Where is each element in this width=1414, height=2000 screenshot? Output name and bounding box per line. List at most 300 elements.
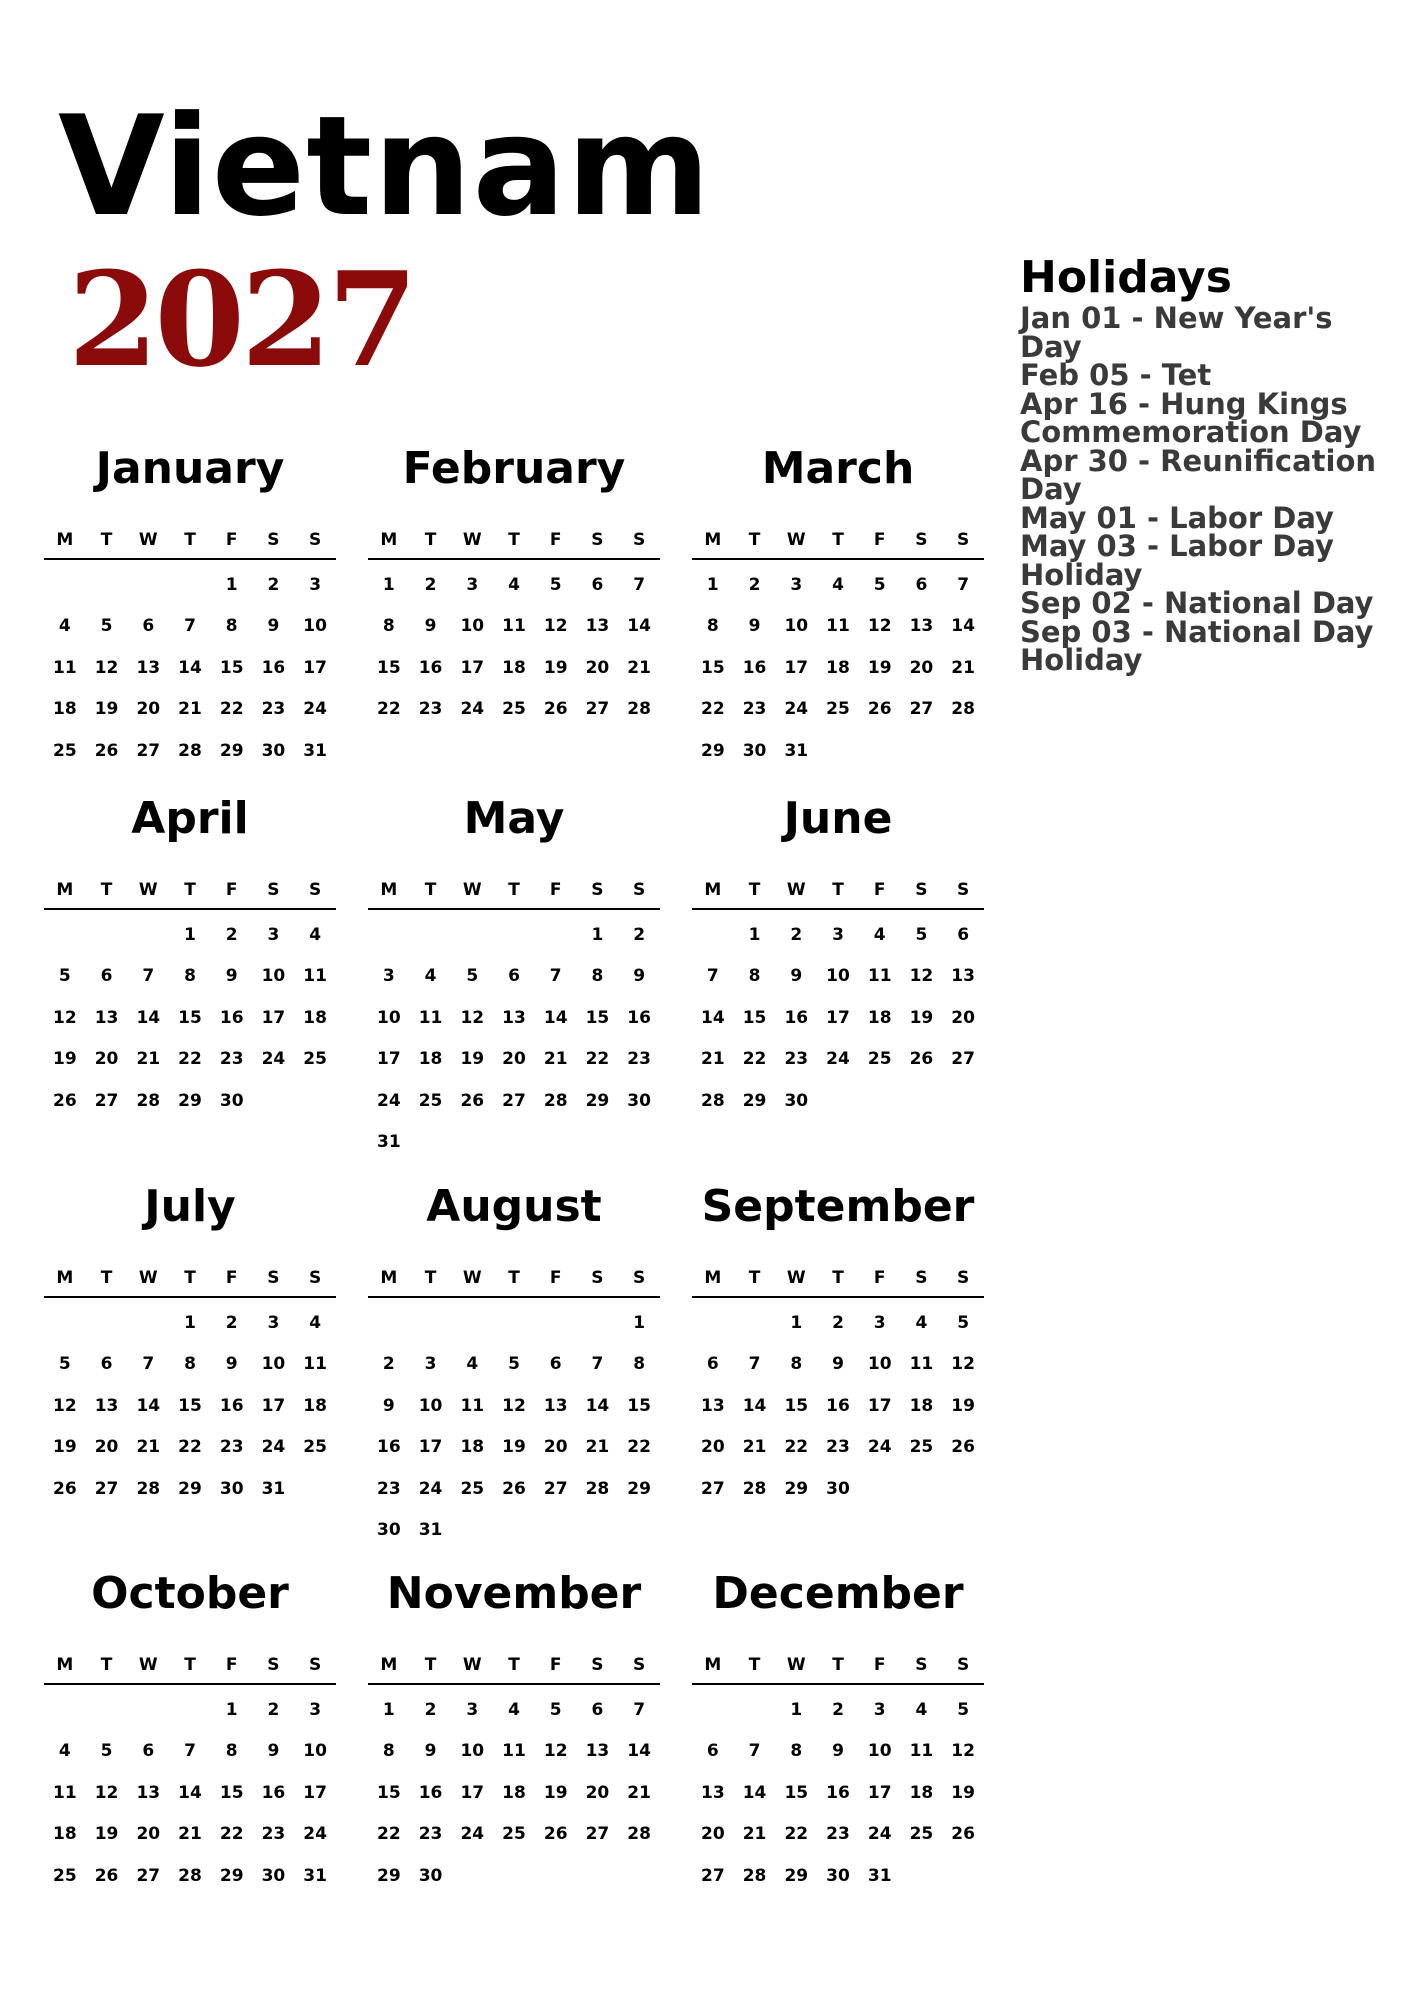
day-cell: 5 [58,966,71,987]
holiday-item: Apr 30 - Reunification Day [1020,443,1377,506]
month-name: February [402,443,626,494]
day-cell: 1 [225,1699,238,1720]
day-cell: 10 [377,1007,401,1028]
day-cell: 13 [502,1007,526,1028]
month-name: May [463,793,565,844]
day-cell: 5 [508,1354,520,1375]
day-cell: 27 [951,1049,975,1070]
day-cell: 8 [382,1741,395,1762]
day-cell: 16 [627,1007,651,1028]
day-cell: 6 [549,1354,562,1375]
weekday-label: W [462,530,482,550]
day-cell: 30 [219,1478,244,1499]
day-cell: 9 [382,1395,395,1416]
day-cell: 27 [543,1478,568,1499]
day-cell: 9 [225,1354,238,1375]
page-title: Vietnam [58,86,712,247]
day-cell: 14 [178,657,202,678]
day-cell: 17 [826,1007,850,1028]
day-cell: 8 [184,966,196,987]
day-cell: 1 [790,1699,803,1720]
day-cell: 14 [543,1007,568,1028]
day-cell: 21 [178,1824,202,1845]
day-cell: 22 [377,699,401,720]
day-cell: 29 [178,1478,202,1499]
weekday-label: F [873,530,886,550]
weekday-label: F [549,530,562,550]
holiday-item: Feb 05 - Tet [1020,358,1212,392]
day-cell: 17 [867,1782,892,1803]
day-cell: 12 [543,1741,568,1762]
day-cell: 1 [382,1699,395,1720]
day-cell: 14 [178,1782,202,1803]
day-cell: 26 [94,740,119,761]
day-cell: 27 [94,1090,119,1111]
day-cell: 8 [748,966,761,987]
day-grid [44,1302,336,1510]
day-cell: 11 [909,1741,934,1762]
day-cell: 9 [424,1741,437,1762]
day-cell: 6 [508,966,520,987]
day-cell: 26 [543,1824,568,1845]
day-cell: 10 [261,966,286,987]
day-cell: 6 [915,574,928,595]
month-name: April [131,793,249,844]
day-cell: 29 [219,740,244,761]
day-cell: 14 [136,1007,161,1028]
day-cell: 22 [701,699,725,720]
day-cell: 22 [742,1049,767,1070]
day-cell: 24 [460,1824,485,1845]
day-cell: 26 [867,699,892,720]
day-cell: 21 [136,1049,161,1070]
day-cell: 13 [585,1741,610,1762]
weekday-label: T [832,880,844,900]
weekday-label: W [138,1268,158,1288]
day-cell: 24 [261,1437,286,1458]
day-cell: 30 [377,1520,401,1541]
day-cell: 25 [502,699,526,720]
day-cell: 17 [418,1437,443,1458]
weekday-label: S [309,880,322,900]
day-cell: 1 [633,1312,646,1333]
day-cell: 20 [585,1782,610,1803]
weekday-label: T [508,880,520,900]
day-cell: 10 [303,1741,327,1762]
day-cell: 7 [591,1354,604,1375]
day-cell: 1 [748,924,761,945]
day-cell: 24 [784,699,809,720]
day-cell: 18 [460,1437,485,1458]
day-cell: 3 [873,1699,886,1720]
day-cell: 17 [303,657,327,678]
holiday-item: Sep 02 - National Day [1020,586,1374,620]
day-cell: 10 [867,1741,892,1762]
day-cell: 8 [706,616,719,637]
day-cell: 22 [178,1049,202,1070]
day-cell: 20 [94,1049,119,1070]
day-cell: 30 [784,1090,809,1111]
day-cell: 4 [915,1699,928,1720]
day-cell: 19 [94,1824,119,1845]
day-cell: 16 [826,1395,850,1416]
day-cell: 5 [466,966,479,987]
weekday-label: F [225,530,238,550]
day-cell: 3 [424,1354,437,1375]
day-cell: 3 [832,924,844,945]
day-cell: 23 [418,1824,443,1845]
day-cell: 26 [53,1090,77,1111]
day-cell: 15 [627,1395,651,1416]
weekday-label: F [549,1655,562,1675]
day-cell: 13 [701,1395,725,1416]
weekday-label: T [832,530,844,550]
weekday-label: T [508,1655,520,1675]
day-cell: 8 [591,966,604,987]
day-cell: 12 [909,966,934,987]
weekday-label: T [100,1268,113,1288]
day-cell: 24 [867,1437,892,1458]
day-grid [368,564,660,730]
day-cell: 17 [784,657,809,678]
day-cell: 19 [909,1007,934,1028]
month-march [692,440,984,772]
day-cell: 30 [826,1865,850,1886]
weekday-label: M [704,1268,722,1288]
day-cell: 26 [951,1437,975,1458]
day-cell: 6 [591,574,604,595]
day-cell: 5 [957,1312,970,1333]
weekday-header [368,1647,660,1685]
day-cell: 22 [585,1049,610,1070]
holiday-item: May 01 - Labor Day [1020,500,1334,535]
day-cell: 11 [53,1782,77,1803]
weekday-label: M [380,880,398,900]
day-cell: 14 [627,1741,651,1762]
holiday-item: Apr 16 - Hung Kings Commemoration Day [1020,386,1362,449]
day-grid [692,564,984,772]
day-cell: 16 [418,1782,443,1803]
day-cell: 30 [219,1090,244,1111]
weekday-label: S [309,1655,322,1675]
day-cell: 3 [466,574,479,595]
day-cell: 1 [225,574,238,595]
day-cell: 17 [261,1395,286,1416]
day-cell: 23 [377,1478,401,1499]
day-cell: 7 [184,616,196,637]
holiday-item: Jan 01 - New Year's Day [1020,301,1333,364]
day-cell: 2 [832,1312,844,1333]
day-cell: 14 [951,616,975,637]
day-cell: 27 [136,1865,161,1886]
day-cell: 6 [957,924,970,945]
day-cell: 14 [136,1395,161,1416]
day-cell: 18 [53,699,77,720]
day-cell: 17 [261,1007,286,1028]
day-cell: 6 [142,616,155,637]
day-cell: 10 [303,616,327,637]
day-cell: 24 [826,1049,850,1070]
day-cell: 13 [585,616,610,637]
weekday-label: W [786,530,806,550]
day-cell: 5 [549,1699,562,1720]
day-cell: 15 [742,1007,767,1028]
day-cell: 21 [627,657,651,678]
day-cell: 30 [826,1478,850,1499]
day-cell: 16 [418,657,443,678]
month-name: November [386,1568,642,1619]
day-cell: 20 [136,1824,161,1845]
weekday-label: W [138,880,158,900]
day-cell: 9 [832,1741,844,1762]
day-cell: 7 [549,966,562,987]
day-cell: 28 [136,1478,161,1499]
weekday-label: T [100,1655,113,1675]
day-cell: 4 [508,1699,520,1720]
day-cell: 10 [867,1354,892,1375]
weekday-label: F [873,1268,886,1288]
day-cell: 23 [418,699,443,720]
day-cell: 7 [142,1354,155,1375]
day-cell: 3 [267,1312,280,1333]
day-cell: 5 [957,1699,970,1720]
day-cell: 17 [867,1395,892,1416]
day-cell: 10 [460,616,485,637]
day-grid [692,1302,984,1510]
day-cell: 3 [309,1699,322,1720]
weekday-header [44,522,336,560]
day-cell: 23 [261,699,286,720]
day-cell: 31 [261,1478,286,1499]
day-cell: 26 [53,1478,77,1499]
day-cell: 27 [502,1090,526,1111]
day-cell: 9 [267,1741,280,1762]
day-cell: 30 [627,1090,651,1111]
day-cell: 26 [460,1090,485,1111]
day-cell: 8 [382,616,395,637]
weekday-label: S [309,1268,322,1288]
month-name: August [426,1181,602,1232]
day-cell: 27 [585,699,610,720]
day-cell: 23 [627,1049,651,1070]
day-cell: 23 [826,1824,850,1845]
day-cell: 28 [701,1090,725,1111]
weekday-label: T [748,1655,761,1675]
weekday-label: S [915,1268,928,1288]
day-cell: 21 [742,1437,767,1458]
day-cell: 4 [58,616,71,637]
day-cell: 5 [100,1741,113,1762]
weekday-label: F [225,880,238,900]
day-cell: 11 [53,657,77,678]
day-cell: 23 [219,1437,244,1458]
day-cell: 1 [790,1312,803,1333]
day-cell: 23 [784,1049,809,1070]
day-cell: 20 [701,1824,725,1845]
day-cell: 21 [701,1049,725,1070]
day-cell: 30 [261,740,286,761]
day-cell: 4 [309,924,322,945]
day-cell: 20 [136,699,161,720]
day-cell: 16 [261,657,286,678]
day-cell: 24 [261,1049,286,1070]
month-name: July [144,1181,236,1232]
day-cell: 6 [706,1354,719,1375]
weekday-label: M [380,1655,398,1675]
month-april [44,790,336,1122]
day-cell: 5 [58,1354,71,1375]
day-cell: 31 [418,1520,443,1541]
day-cell: 30 [261,1865,286,1886]
day-cell: 23 [826,1437,850,1458]
day-cell: 1 [184,924,196,945]
day-cell: 6 [100,966,113,987]
day-cell: 11 [826,616,850,637]
weekday-label: F [549,880,562,900]
day-cell: 15 [219,657,244,678]
day-cell: 29 [784,1865,809,1886]
day-cell: 22 [627,1437,651,1458]
day-cell: 18 [303,1395,327,1416]
weekday-label: T [748,880,761,900]
day-cell: 18 [909,1395,934,1416]
day-cell: 2 [267,574,280,595]
weekday-label: S [591,880,604,900]
day-grid [44,1689,336,1897]
day-cell: 28 [136,1090,161,1111]
day-cell: 28 [543,1090,568,1111]
day-cell: 28 [742,1478,767,1499]
weekday-label: S [957,1268,970,1288]
day-cell: 12 [502,1395,526,1416]
day-cell: 7 [633,1699,646,1720]
day-cell: 8 [225,1741,238,1762]
day-cell: 12 [867,616,892,637]
day-cell: 10 [826,966,850,987]
weekday-label: W [786,880,806,900]
day-cell: 3 [873,1312,886,1333]
weekday-label: S [309,530,322,550]
day-cell: 2 [225,1312,238,1333]
day-grid [368,1689,660,1897]
month-november [368,1565,660,1897]
day-cell: 25 [303,1049,327,1070]
day-cell: 13 [94,1007,119,1028]
day-cell: 2 [225,924,238,945]
month-june [692,790,984,1122]
day-cell: 9 [225,966,238,987]
day-cell: 25 [909,1824,934,1845]
holidays-heading: Holidays [1020,252,1232,303]
day-cell: 2 [748,574,761,595]
day-cell: 2 [790,924,803,945]
day-cell: 18 [502,1782,526,1803]
day-cell: 5 [873,574,886,595]
month-may [368,790,660,1163]
day-cell: 26 [543,699,568,720]
day-cell: 18 [826,657,850,678]
weekday-label: T [832,1268,844,1288]
day-grid [368,914,660,1163]
day-cell: 4 [508,574,520,595]
day-cell: 20 [543,1437,568,1458]
day-cell: 31 [377,1132,401,1153]
day-cell: 29 [627,1478,651,1499]
weekday-header [44,1260,336,1298]
day-cell: 29 [701,740,725,761]
day-cell: 11 [909,1354,934,1375]
day-cell: 17 [460,1782,485,1803]
day-cell: 2 [424,574,437,595]
day-cell: 29 [219,1865,244,1886]
day-cell: 9 [424,616,437,637]
weekday-label: M [380,530,398,550]
day-cell: 23 [219,1049,244,1070]
day-cell: 1 [184,1312,196,1333]
weekday-label: T [100,530,113,550]
day-cell: 30 [418,1865,443,1886]
weekday-label: T [748,530,761,550]
day-cell: 7 [142,966,155,987]
day-cell: 15 [377,1782,401,1803]
day-cell: 15 [178,1007,202,1028]
month-december [692,1565,984,1897]
day-cell: 17 [303,1782,327,1803]
day-cell: 9 [790,966,803,987]
day-cell: 18 [909,1782,934,1803]
day-grid [692,914,984,1122]
month-name: March [761,443,915,494]
day-cell: 7 [184,1741,196,1762]
day-cell: 21 [742,1824,767,1845]
day-cell: 16 [261,1782,286,1803]
day-cell: 26 [909,1049,934,1070]
day-cell: 21 [627,1782,651,1803]
day-grid [692,1689,984,1897]
day-cell: 12 [951,1354,975,1375]
day-cell: 23 [261,1824,286,1845]
day-cell: 24 [418,1478,443,1499]
day-cell: 20 [585,657,610,678]
weekday-label: S [957,880,970,900]
day-cell: 13 [909,616,934,637]
weekday-label: F [225,1655,238,1675]
weekday-header [368,872,660,910]
weekday-label: S [957,530,970,550]
day-cell: 27 [701,1865,725,1886]
day-cell: 28 [178,1865,202,1886]
day-cell: 13 [136,1782,161,1803]
day-cell: 23 [742,699,767,720]
day-cell: 22 [784,1437,809,1458]
weekday-label: M [704,1655,722,1675]
day-cell: 25 [867,1049,892,1070]
day-cell: 18 [418,1049,443,1070]
day-cell: 6 [591,1699,604,1720]
day-cell: 29 [784,1478,809,1499]
day-cell: 16 [377,1437,401,1458]
day-cell: 20 [94,1437,119,1458]
day-cell: 20 [951,1007,975,1028]
day-cell: 8 [790,1354,803,1375]
weekday-header [368,522,660,560]
weekday-label: S [915,880,928,900]
day-cell: 3 [382,966,395,987]
day-cell: 15 [377,657,401,678]
weekday-label: S [267,880,280,900]
day-cell: 26 [502,1478,526,1499]
day-cell: 14 [701,1007,725,1028]
